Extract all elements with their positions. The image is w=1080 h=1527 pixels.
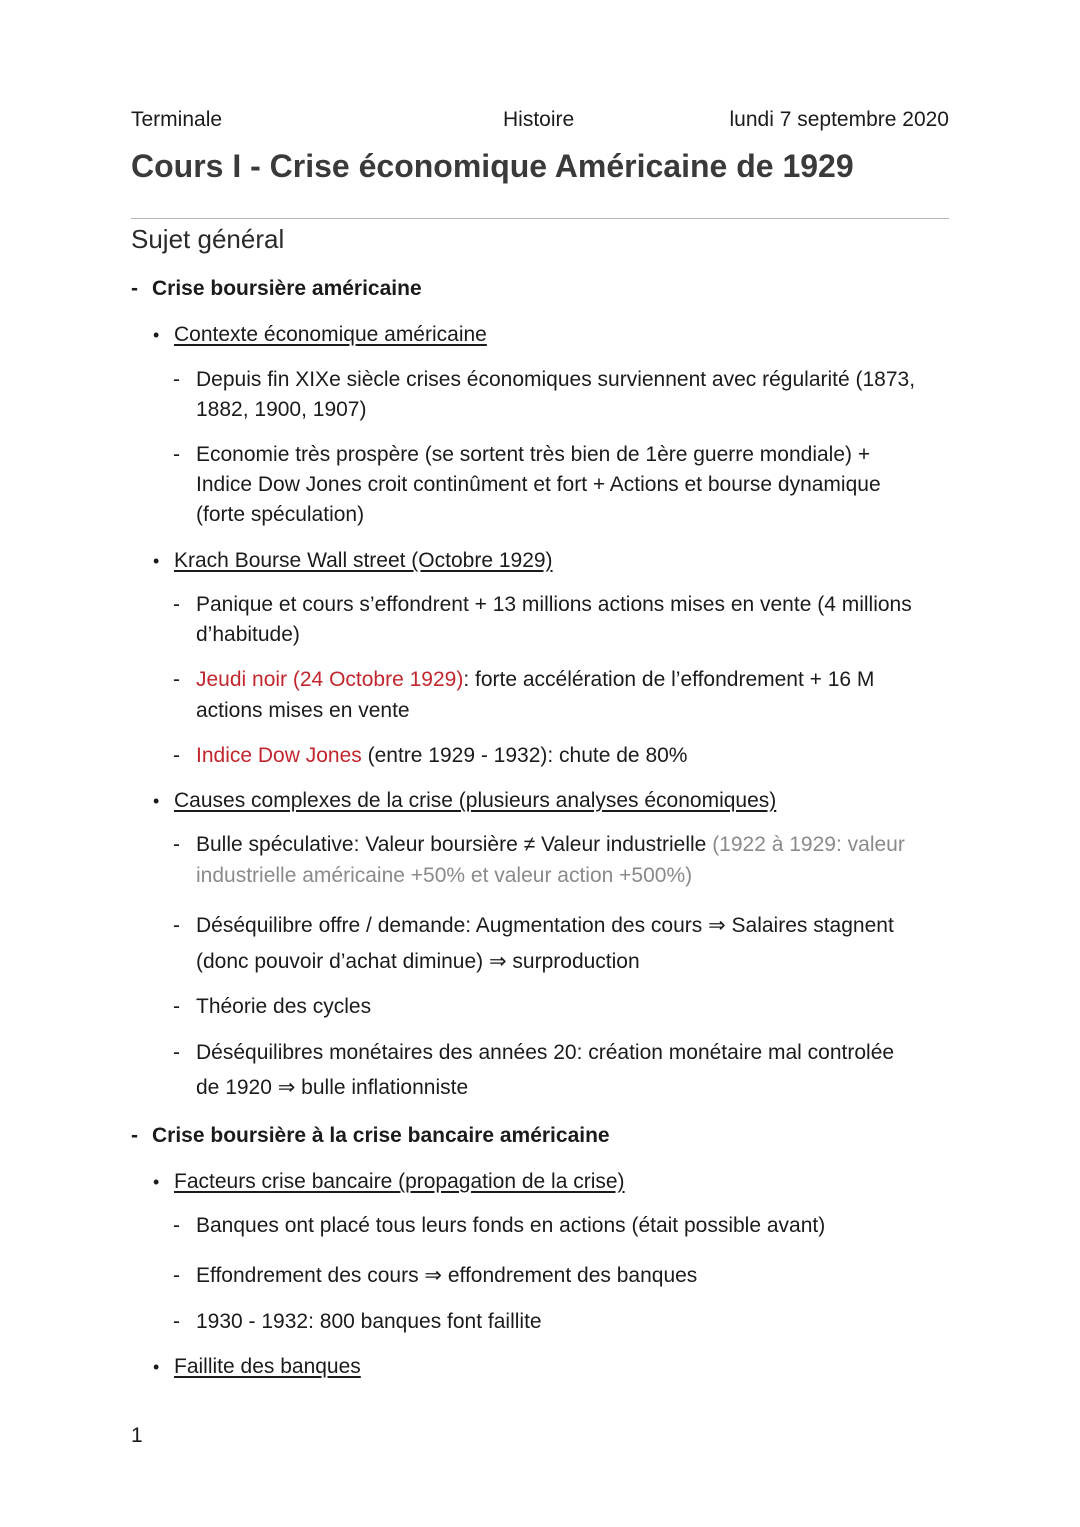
item-text: Panique et cours s’effondrent + 13 millions actions mises en vente (4 millions: [196, 593, 912, 616]
page-title: Cours I - Crise économique Américaine de 1929: [131, 148, 854, 184]
item-text-main: Bulle spéculative: Valeur boursière ≠ Valeur industrielle: [196, 833, 707, 856]
dash-marker: -: [131, 1124, 138, 1147]
section-title: Sujet général: [131, 224, 285, 254]
subheading-facteurs: Facteurs crise bancaire (propagation de la crise): [174, 1170, 625, 1193]
subheading-krach: Krach Bourse Wall street (Octobre 1929): [174, 549, 553, 572]
dash-marker: -: [173, 593, 180, 616]
item-text: 1882, 1900, 1907): [196, 398, 367, 421]
item-note: industrielle américaine +50% et valeur action +500%): [196, 864, 693, 887]
item-text: [196, 830, 905, 860]
bullet-marker: •: [153, 325, 160, 345]
item-text: Déséquilibre offre / demande: Augmentation des cours ⇒ Salaires stagnent: [196, 914, 894, 937]
dash-marker: -: [173, 1264, 180, 1287]
item-text: (donc pouvoir d’achat diminue) ⇒ surproduction: [196, 950, 640, 973]
page-number: 1: [131, 1424, 143, 1447]
bullet-marker: •: [153, 1357, 160, 1377]
page-header: [131, 108, 949, 136]
item-text-rest: : forte accélération de l’effondrement + 16 M: [463, 668, 875, 691]
dash-marker: -: [131, 277, 138, 300]
highlight-jeudi-noir: Jeudi noir (24 Octobre 1929): [196, 668, 464, 691]
item-text: [196, 665, 874, 695]
dash-marker: -: [173, 833, 180, 856]
document-page: [131, 0, 949, 1527]
item-text: Depuis fin XIXe siècle crises économiques surviennent avec régularité (1873,: [196, 368, 916, 391]
dash-marker: -: [173, 668, 180, 691]
dash-marker: -: [173, 744, 180, 767]
heading-crise-boursiere: Crise boursière américaine: [152, 277, 422, 300]
highlight-dow-jones: Indice Dow Jones: [196, 744, 362, 767]
item-text: Banques ont placé tous leurs fonds en actions (était possible avant): [196, 1214, 826, 1237]
dash-marker: -: [173, 914, 180, 937]
item-text: Economie très prospère (se sortent très bien de 1ère guerre mondiale) +: [196, 443, 871, 466]
item-text: Déséquilibres monétaires des années 20: création monétaire mal controlée: [196, 1041, 895, 1064]
item-text: (forte spéculation): [196, 503, 365, 526]
header-level: Terminale: [131, 108, 223, 131]
title-divider: [131, 218, 949, 219]
subheading-faillite: Faillite des banques: [174, 1355, 361, 1378]
dash-marker: -: [173, 995, 180, 1018]
dash-marker: -: [173, 368, 180, 391]
header-date: lundi 7 septembre 2020: [729, 108, 949, 131]
item-text: Indice Dow Jones croit continûment et fort + Actions et bourse dynamique: [196, 473, 881, 496]
subheading-contexte: Contexte économique américaine: [174, 323, 487, 346]
subheading-causes: Causes complexes de la crise (plusieurs analyses économiques): [174, 789, 777, 812]
bullet-marker: •: [153, 791, 160, 811]
item-text: d’habitude): [196, 623, 300, 646]
bullet-marker: •: [153, 551, 160, 571]
item-note: (1922 à 1929: valeur: [706, 833, 905, 856]
item-text: [196, 741, 687, 771]
dash-marker: -: [173, 1310, 180, 1333]
heading-crise-bancaire: Crise boursière à la crise bancaire américaine: [152, 1124, 610, 1147]
item-text: Théorie des cycles: [196, 995, 372, 1018]
bullet-marker: •: [153, 1172, 160, 1192]
dash-marker: -: [173, 1041, 180, 1064]
item-text-rest: (entre 1929 - 1932): chute de 80%: [361, 744, 688, 767]
header-subject: Histoire: [503, 108, 575, 131]
item-text: 1930 - 1932: 800 banques font faillite: [196, 1310, 542, 1333]
dash-marker: -: [173, 443, 180, 466]
item-text: de 1920 ⇒ bulle inflationniste: [196, 1076, 469, 1099]
dash-marker: -: [173, 1214, 180, 1237]
item-text: actions mises en vente: [196, 699, 410, 722]
item-text: Effondrement des cours ⇒ effondrement des banques: [196, 1264, 698, 1287]
